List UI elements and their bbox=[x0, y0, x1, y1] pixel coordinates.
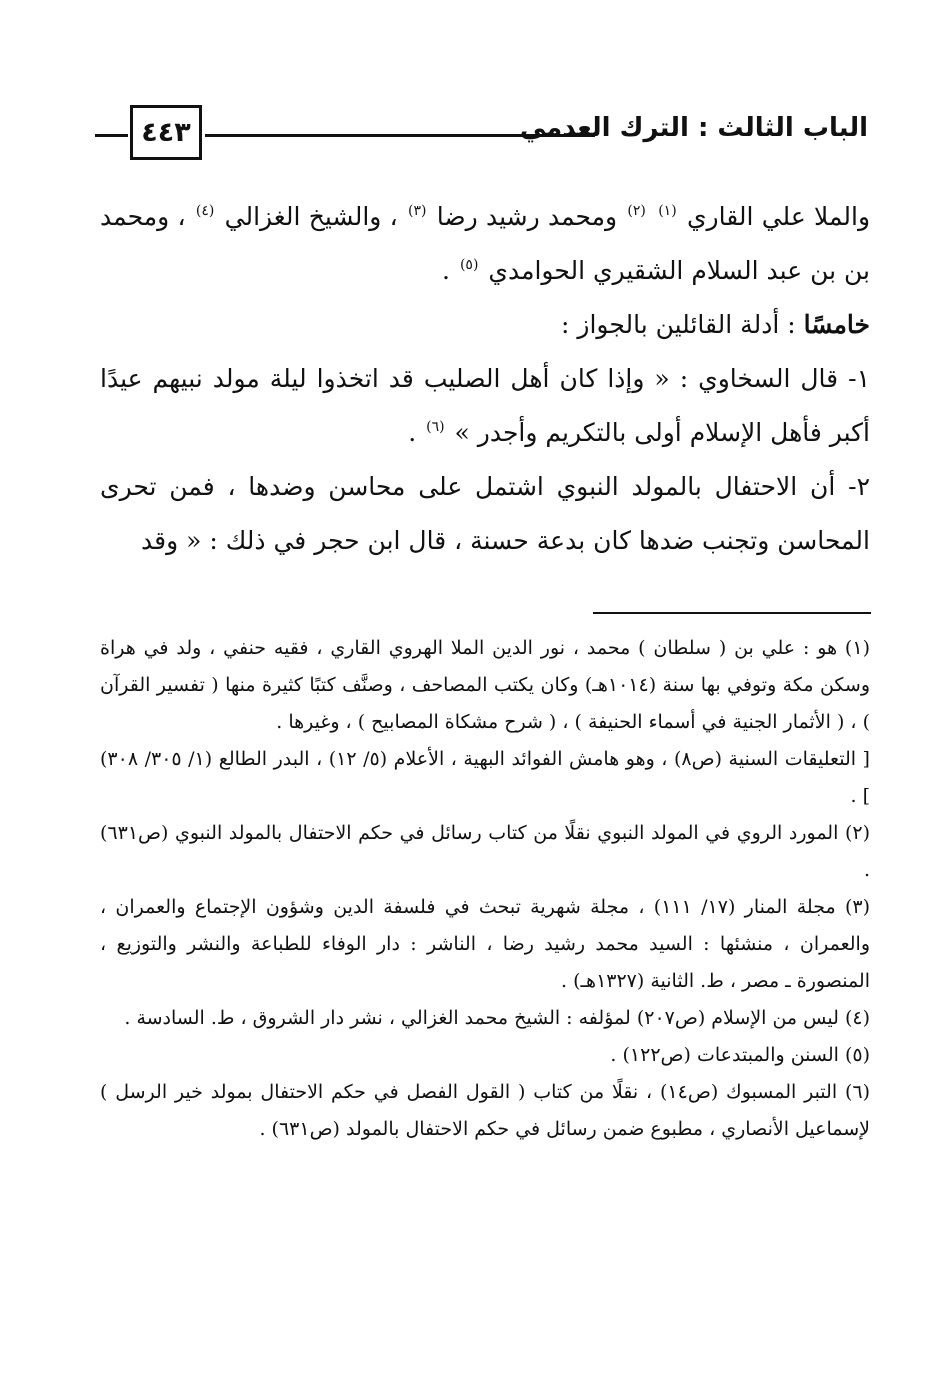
footnote-2: (٢) المورد الروي في المولد النبوي نقلًا من كتاب رسائل في حكم الاحتفال بالمولد النبوي (ص٦٣١) . bbox=[100, 822, 870, 881]
footnote-5: (٥) السنن والمبتدعات (ص١٢٢) . bbox=[610, 1044, 870, 1066]
footnote-ref-1: (١) bbox=[658, 203, 677, 219]
footnote-6: (٦) التبر المسبوك (ص١٤) ، نقلًا من كتاب ( القول الفصل في حكم الاحتفال بمولد خير الرسل ) لإسماعيل الأنصاري ، مطبوع ضمن رسائل في حكم الاحتفال بالمولد (ص٦٣١) . bbox=[100, 1081, 870, 1140]
footnote-4: (٤) ليس من الإسلام (ص٢٠٧) لمؤلفه : الشيخ محمد الغزالي ، نشر دار الشروق ، ط. السادسة . bbox=[124, 1007, 870, 1029]
heading-label: خامسًا bbox=[803, 310, 870, 339]
header-rule-left bbox=[95, 134, 128, 137]
page-number: ٤٤٣ bbox=[141, 117, 191, 148]
header-rule-right bbox=[205, 134, 595, 137]
text-segment: ، ومحمد بن بن عبد السلام الشقيري الحوامدي bbox=[100, 202, 870, 285]
text-segment: ومحمد رشيد رضا bbox=[436, 202, 618, 231]
chapter-title: الباب الثالث : الترك العدمي bbox=[519, 113, 868, 143]
main-text bbox=[100, 190, 870, 568]
text-segment: . bbox=[408, 418, 417, 447]
paragraph-evidence-2: ٢- أن الاحتفال بالمولد النبوي اشتمل على محاسن وضدها ، فمن تحرى المحاسن وتجنب ضدها كان بدعة حسنة ، قال ابن حجر في ذلك : « وقد bbox=[100, 472, 870, 555]
footnote-ref-2: (٢) bbox=[627, 203, 646, 219]
heading-text: : أدلة القائلين بالجواز : bbox=[561, 310, 796, 339]
text-segment: ، والشيخ الغزالي bbox=[224, 202, 398, 231]
footnote-ref-6: (٦) bbox=[426, 419, 445, 435]
text-segment: والملا علي القاري bbox=[686, 202, 871, 231]
footnote-3: (٣) مجلة المنار (١٧/ ١١١) ، مجلة شهرية تبحث في فلسفة الدين وشؤون الإجتماع والعمران ، والعمران ، منشئها : السيد محمد رشيد رضا ، الناشر : دار الوفاء للطباعة والنشر والتوزيع ، المنصورة ـ مصر ، ط. الثانية (١٣٢٧هـ) . bbox=[100, 896, 870, 992]
footnote-separator bbox=[593, 612, 871, 614]
paragraph-scholars bbox=[100, 190, 870, 298]
paragraph-evidence-1 bbox=[100, 352, 870, 460]
text-segment: ١- قال السخاوي : « وإذا كان أهل الصليب قد اتخذوا ليلة مولد نبيهم عيدًا أكبر فأهل الإسلام أولى بالتكريم وأجدر » bbox=[100, 364, 870, 447]
section-heading bbox=[100, 298, 870, 352]
footnote-1-sources: [ التعليقات السنية (ص٨) ، وهو هامش الفوائد البهية ، الأعلام (٥/ ١٢) ، البدر الطالع (١/ ٣٠٥/ ٣٠٨) ] . bbox=[100, 748, 870, 807]
page-header bbox=[0, 95, 938, 175]
footnote-ref-5: (٥) bbox=[459, 257, 479, 273]
footnote-1: (١) هو : علي بن ( سلطان ) محمد ، نور الدين الملا الهروي القاري ، فقيه حنفي ، ولد في هراة وسكن مكة وتوفي بها سنة (١٠١٤هـ) وكان يكتب المصاحف ، وصنَّف كتبًا كثيرة منها ( تفسير القرآن ) ، ( الأثمار الجنية في أسماء الحنيفة ) ، ( شرح مشكاة المصابيح ) ، وغيرها . bbox=[100, 637, 870, 733]
page-number-box bbox=[130, 105, 202, 160]
footnote-ref-3: (٣) bbox=[408, 203, 427, 219]
footnote-ref-4: (٤) bbox=[195, 203, 215, 219]
footnotes bbox=[100, 630, 870, 1148]
text-segment: . bbox=[442, 256, 450, 285]
